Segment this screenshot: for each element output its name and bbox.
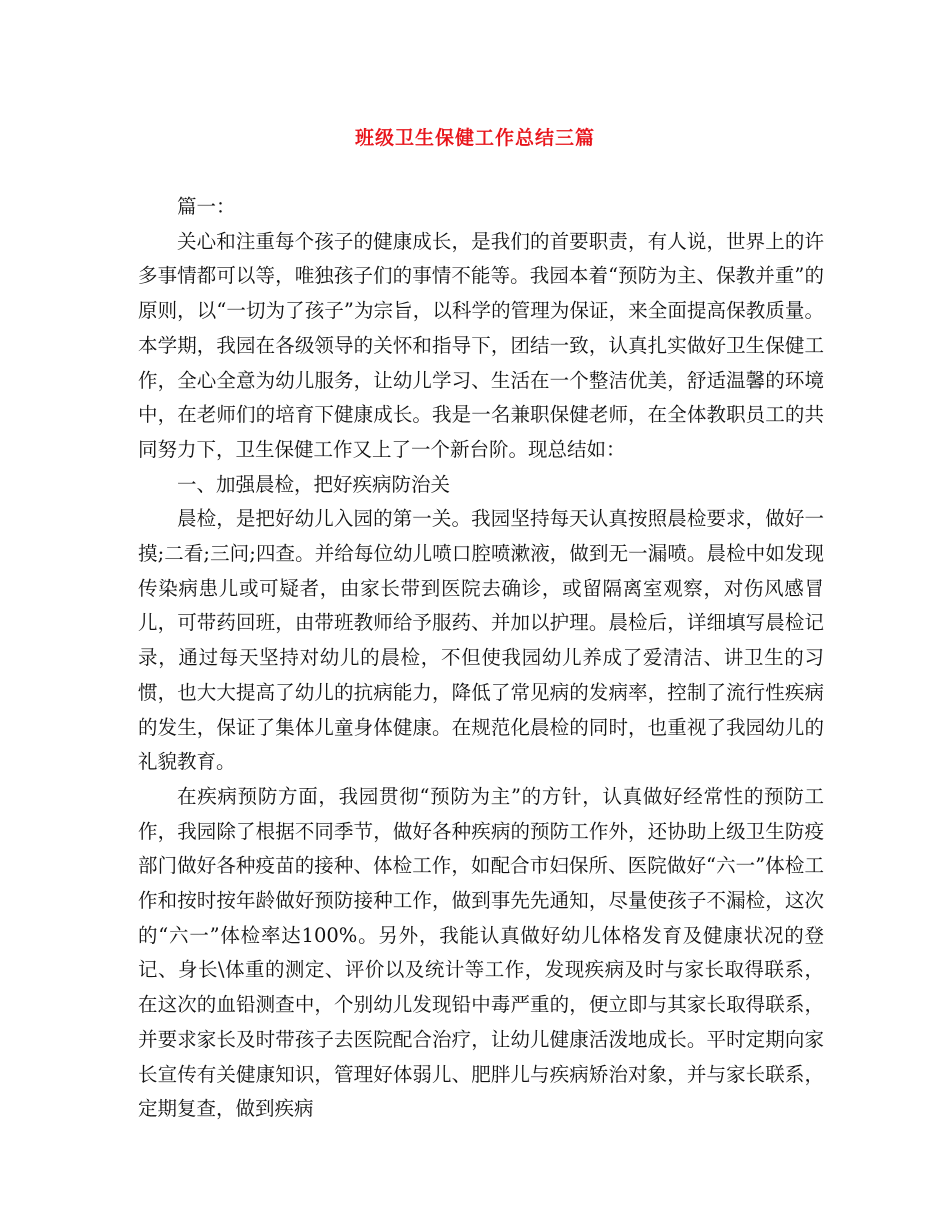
intro-paragraph: 关心和注重每个孩子的健康成长，是我们的首要职责，有人说，世界上的许多事情都可以等，唯独孩子们的事情不能等。我园本着“预防为主、保教并重”的原则，以“一切为了孩子”为宗旨，以科学的管理为保证，来全面提高保教质量。本学期，我园在各级领导的关怀和指导下，团结一致，认真扎实做好卫生保健工作，全心全意为幼儿服务，让幼儿学习、生活在一个整洁优美，舒适温馨的环境中，在老师们的培育下健康成长。我是一名兼职保健老师，在全体教职员工的共同努力下，卫生保健工作又上了一个新台阶。现总结如： (138, 229, 824, 461)
morning-check-paragraph: 晨检，是把好幼儿入园的第一关。我园坚持每天认真按照晨检要求，做好一摸;二看;三问;四查。并给每位幼儿喷口腔喷漱液，做到无一漏喷。晨检中如发现传染病患儿或可疑者，由家长带到医院去确诊，或留隔离室观察，对伤风感冒儿，可带药回班，由带班教师给予服药、并加以护理。晨检后，详细填写晨检记录，通过每天坚持对幼儿的晨检，不但使我园幼儿养成了爱清洁、讲卫生的习惯，也大大提高了幼儿的抗病能力，降低了常见病的发病率，控制了流行性疾病的发生，保证了集体儿童身体健康。在规范化晨检的同时，也重视了我园幼儿的礼貌教育。 (138, 507, 824, 774)
section-heading-part-one: 篇一： (177, 195, 236, 218)
disease-prevention-paragraph: 在疾病预防方面，我园贯彻“预防为主”的方针，认真做好经常性的预防工作，我园除了根据不同季节，做好各种疾病的预防工作外，还协助上级卫生防疫部门做好各种疫苗的接种、体检工作，如配合市妇保所、医院做好“六一”体检工作和按时按年龄做好预防接种工作，做到事先先通知，尽量使孩子不漏检，这次的“六一”体检率达100%。另外，我能认真做好幼儿体格发育及健康状况的登记、身长\体重的测定、评价以及统计等工作，发现疾病及时与家长取得联系，在这次的血铅测查中，个别幼儿发现铅中毒严重的，便立即与其家长取得联系，并要求家长及时带孩子去医院配合治疗，让幼儿健康活泼地成长。平时定期向家长宣传有关健康知识，管理好体弱儿、肥胖儿与疾病矫治对象，并与家长联系，定期复查，做到疾病 (138, 784, 824, 1121)
document-title: 班级卫生保健工作总结三篇 (354, 127, 595, 149)
section-heading-morning-check: 一、加强晨检，把好疾病防治关 (177, 472, 451, 496)
document-body (138, 190, 824, 1127)
